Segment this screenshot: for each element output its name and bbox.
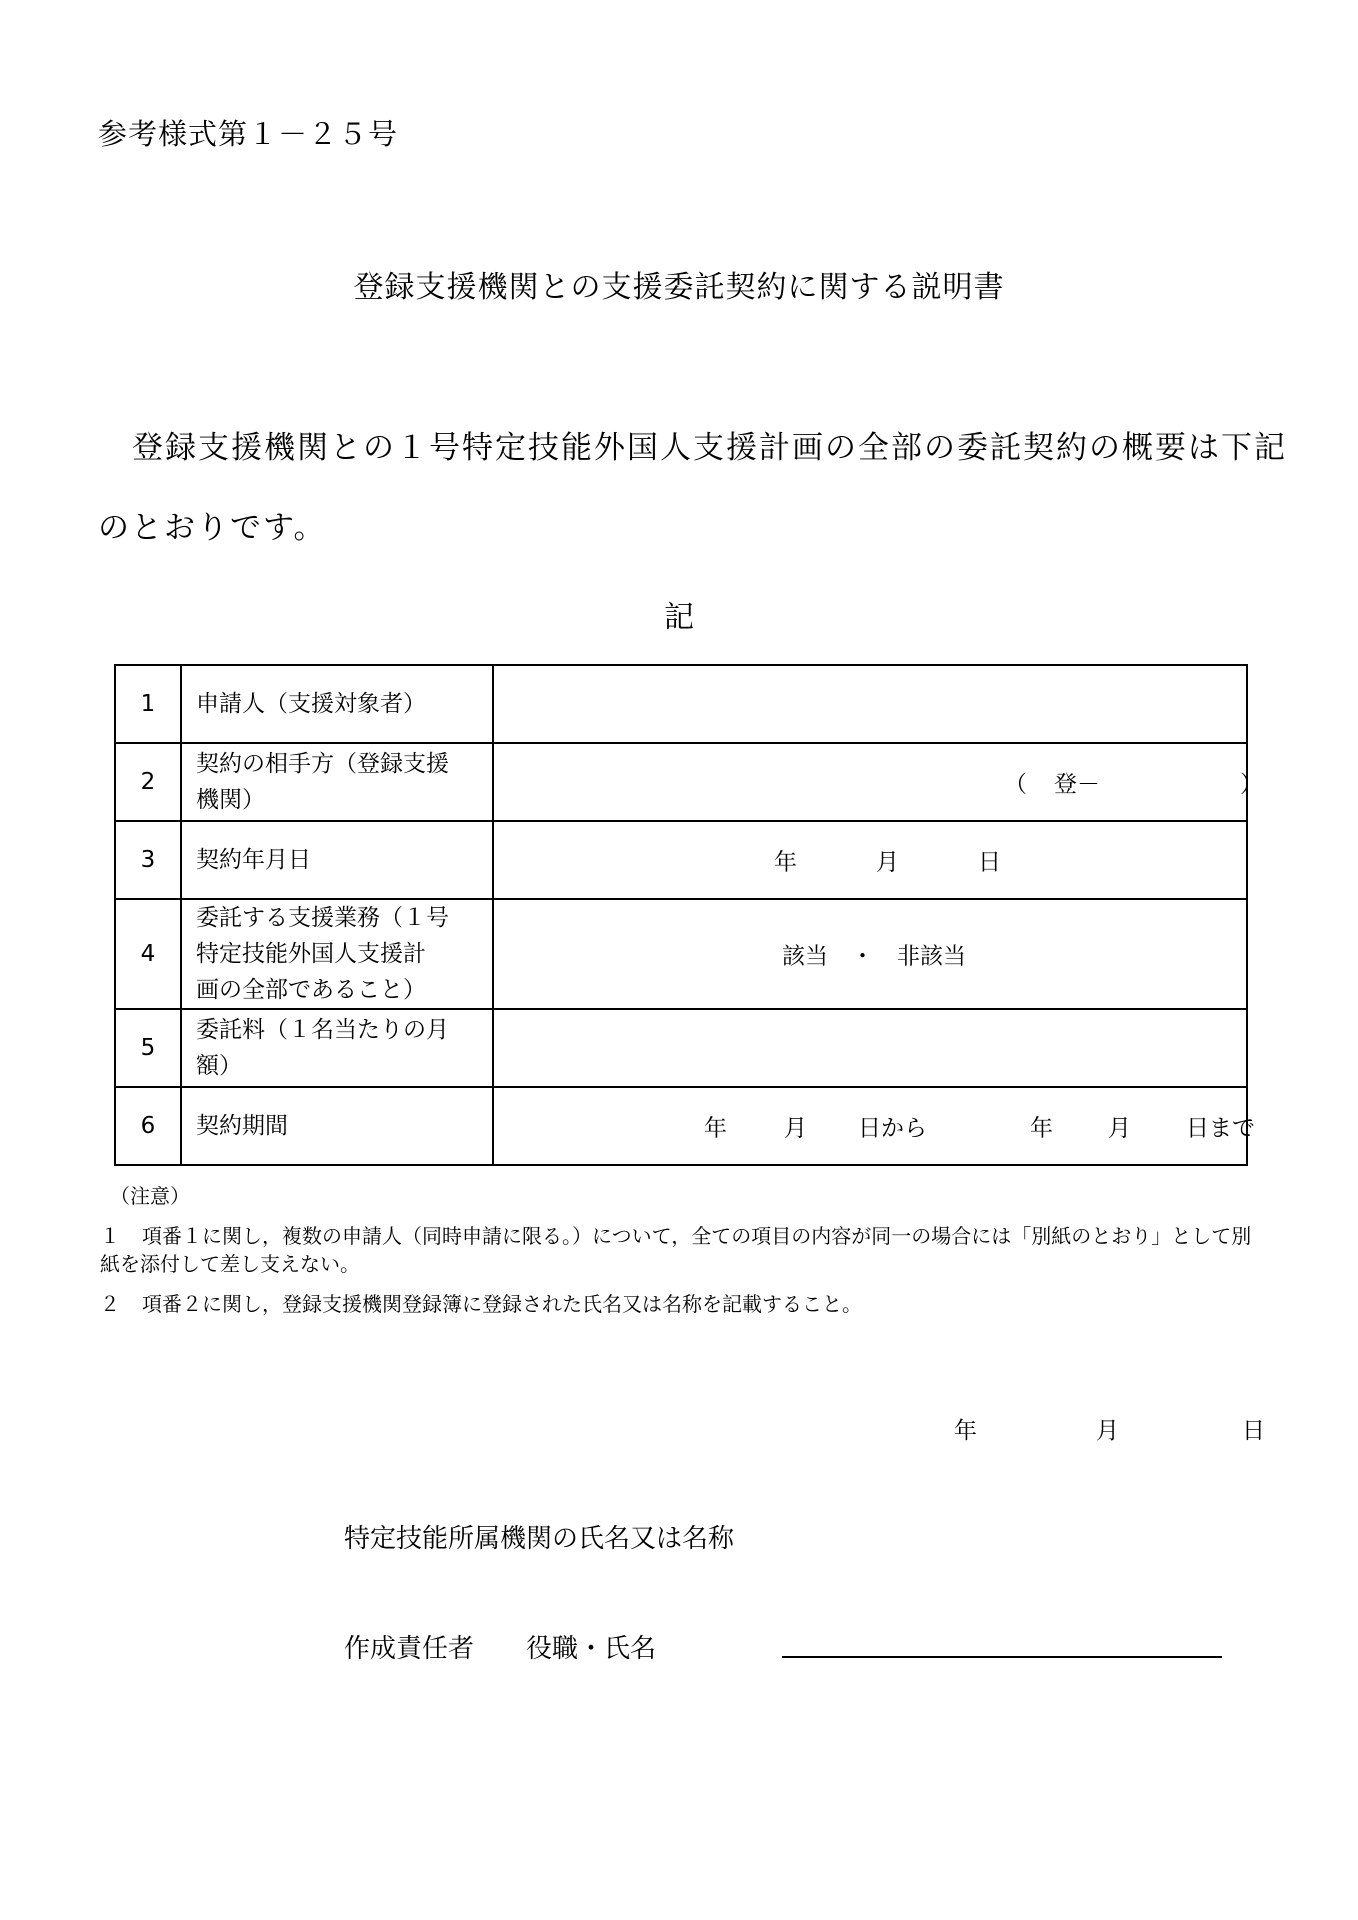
registration-prefix: 登－ [1054, 771, 1100, 798]
row-label-contract-period [181, 1087, 493, 1165]
row-number: 2 [115, 743, 181, 821]
form-number: 参考様式第１－２５号 [98, 117, 399, 151]
row-number: 4 [115, 899, 181, 1009]
table-row-commission-fee [115, 1009, 1247, 1087]
row-label-contract-partner [181, 743, 493, 821]
note-text: 項番２に関し，登録支援機関登録簿に登録された氏名又は名称を記載すること。 [142, 1292, 862, 1316]
month-label: 月 [876, 849, 899, 876]
row-label-line: 契約の相手方（登録支援 [196, 751, 449, 777]
row-label-text: 契約年月日 [196, 847, 311, 873]
row-number: 5 [115, 1009, 181, 1087]
entrusted-services-value-cell[interactable] [493, 899, 1247, 1009]
table-row-entrusted-services [115, 899, 1247, 1009]
to-day-label: 日まで [1186, 1115, 1255, 1142]
row-label-line: 委託料（１名当たりの月 [196, 1017, 449, 1043]
row-label-line: 画の全部であること） [196, 977, 426, 1003]
table-row-contract-period [115, 1087, 1247, 1165]
document-title: 登録支援機関との支援委託契約に関する説明書 [353, 270, 1005, 305]
table-row-contract-partner [115, 743, 1247, 821]
applicant-value-cell[interactable] [493, 665, 1247, 743]
registration-close-paren: ） [1240, 771, 1263, 798]
intro-line-2: のとおりです。 [98, 510, 327, 546]
row-number: 3 [115, 821, 181, 899]
organization-name-label: 特定技能所属機関の氏名又は名称 [344, 1524, 735, 1554]
notes-heading: （注意） [110, 1184, 190, 1208]
from-year-label: 年 [704, 1115, 727, 1142]
contract-date-value-cell[interactable] [493, 821, 1247, 899]
day-label: 日 [978, 849, 1001, 876]
date-year-label: 年 [954, 1418, 977, 1444]
row-number: 1 [115, 665, 181, 743]
table-row-applicant [115, 665, 1247, 743]
contract-partner-value-cell[interactable] [493, 743, 1263, 821]
row-label-applicant [181, 665, 493, 743]
row-label-line: 額） [196, 1053, 242, 1079]
responsible-person-label: 作成責任者 役職・氏名 [344, 1634, 657, 1664]
signature-line[interactable] [782, 1656, 1222, 1658]
applicable-choice[interactable]: 該当 ・ 非該当 [782, 943, 966, 970]
table-row-contract-date [115, 821, 1247, 899]
to-year-label: 年 [1030, 1115, 1053, 1142]
row-number: 6 [115, 1087, 181, 1165]
contract-summary-table [114, 664, 1263, 1166]
to-month-label: 月 [1108, 1115, 1131, 1142]
row-label-entrusted-services [181, 899, 493, 1009]
commission-fee-value-cell[interactable] [493, 1009, 1247, 1087]
from-day-label: 日から [858, 1115, 927, 1142]
from-month-label: 月 [784, 1115, 807, 1142]
row-label-line: 機関） [196, 787, 265, 813]
intro-line-1: 登録支援機関との１号特定技能外国人支援計画の全部の委託契約の概要は下記 [132, 430, 1287, 466]
row-label-line: 委託する支援業務（１号 [196, 905, 449, 931]
ki-heading: 記 [664, 600, 694, 635]
note-text: 項番１に関し，複数の申請人（同時申請に限る。）について，全ての項目の内容が同一の場合には「別紙のとおり」として別紙を添付して差し支えない。 [100, 1224, 1252, 1276]
row-label-text: 契約期間 [196, 1113, 288, 1139]
note-item [100, 1290, 1270, 1318]
note-number: ２ [100, 1292, 120, 1316]
note-item [100, 1222, 1270, 1278]
contract-period-value-cell[interactable] [493, 1087, 1255, 1165]
row-label-contract-date [181, 821, 493, 899]
note-number: １ [100, 1224, 120, 1248]
registration-open-paren: （ [1004, 771, 1027, 798]
row-label-commission-fee [181, 1009, 493, 1087]
date-day-label: 日 [1242, 1418, 1265, 1444]
row-label-line: 特定技能外国人支援計 [196, 941, 426, 967]
year-label: 年 [774, 849, 797, 876]
row-label-text: 申請人（支援対象者） [196, 691, 426, 717]
date-month-label: 月 [1096, 1418, 1119, 1444]
